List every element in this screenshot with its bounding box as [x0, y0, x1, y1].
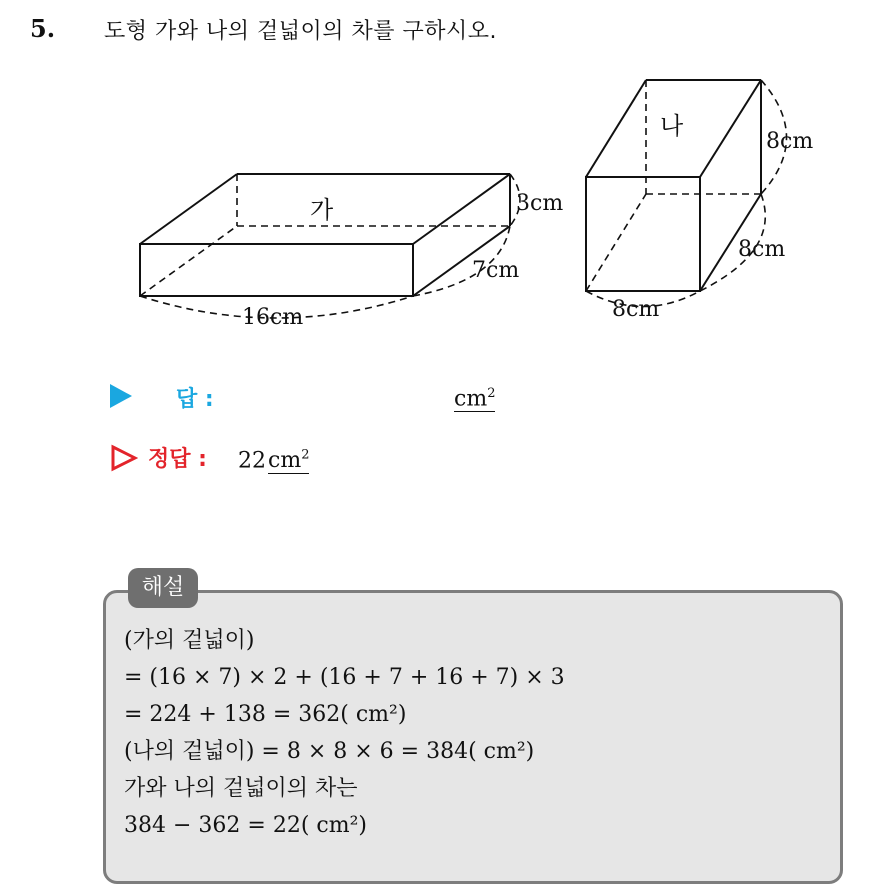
play-arrow-icon: [110, 384, 132, 408]
solution-lines: [124, 622, 565, 844]
correct-unit-text: cm: [268, 448, 302, 474]
correct-unit: [268, 448, 309, 474]
question-text: 도형 가와 나의 겉넓이의 차를 구하시오.: [104, 19, 497, 44]
answer-unit: [454, 382, 495, 412]
cube-b: [586, 80, 787, 307]
shape-b-height-label: 8cm: [766, 129, 814, 154]
solution-line-1: (가의 겉넓이): [124, 628, 255, 653]
answer-unit-text: cm: [454, 386, 488, 412]
solution-line-5: 가와 나의 겉넓이의 차는: [124, 776, 358, 801]
shape-b-depth-label: 8cm: [738, 237, 786, 262]
correct-unit-exp: 2: [301, 448, 310, 463]
correct-value-group: [238, 444, 309, 473]
correct-label: 정답 :: [148, 447, 207, 472]
shape-a-height-label: 3cm: [516, 191, 564, 216]
correct-answer-row: [110, 444, 530, 474]
solution-badge: 해설: [128, 568, 198, 608]
solution-line-3: = 224 + 138 = 362( cm²): [124, 702, 407, 727]
answer-label: 답 :: [176, 387, 214, 412]
solution-line-6: 384 − 362 = 22( cm²): [124, 813, 367, 838]
shape-a-label: 가: [310, 196, 334, 224]
solution-line-2: = (16 × 7) × 2 + (16 + 7 + 16 + 7) × 3: [124, 665, 565, 690]
shape-a-depth-label: 7cm: [472, 258, 520, 283]
question-number: 5.: [30, 14, 56, 43]
solid-figures: [0, 0, 884, 360]
shape-a-width-label: 16cm: [242, 305, 304, 330]
answer-row: [110, 382, 530, 412]
shape-b-width-label: 8cm: [612, 297, 660, 322]
shape-b-label: 나: [660, 112, 684, 140]
solution-line-4: (나의 겉넓이) = 8 × 8 × 6 = 384( cm²): [124, 739, 535, 764]
outline-arrow-icon: [110, 444, 138, 472]
correct-value: 22: [238, 448, 266, 474]
answer-unit-exp: 2: [487, 386, 496, 401]
